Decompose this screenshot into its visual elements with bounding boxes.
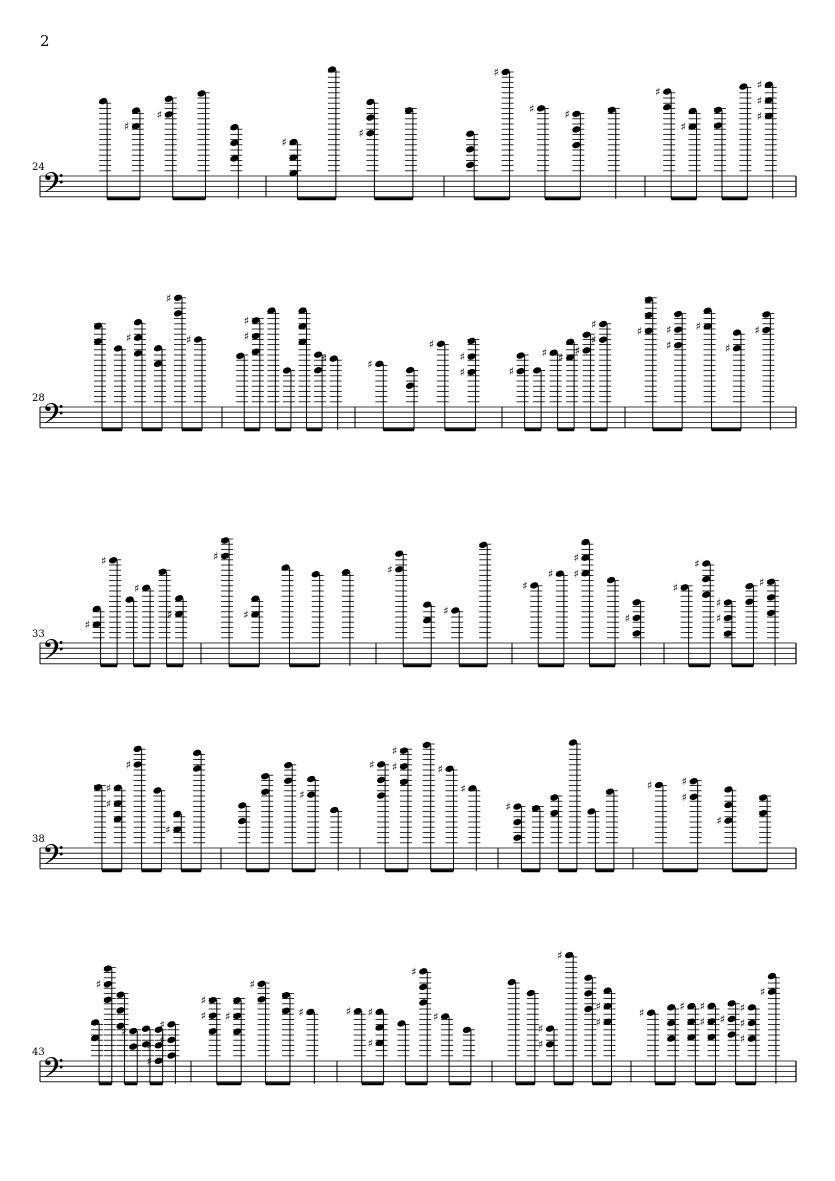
sharp-icon: ♯ [595,1000,601,1014]
sharp-icon: ♯ [166,291,172,305]
note-head [532,366,542,375]
note-head [723,801,733,810]
sharp-icon: ♯ [739,1001,746,1015]
note-head [166,1020,176,1029]
note-head [376,791,386,800]
sharp-icon: ♯ [508,365,514,379]
note-head [418,967,428,976]
sharp-icon: ♯ [557,949,563,963]
note-head [237,817,247,826]
sharp-icon: ♯ [387,563,393,577]
sharp-icon: ♯ [391,760,398,774]
note-head [164,95,174,104]
sharp-icon: ♯ [739,1032,746,1046]
note-head [526,989,536,998]
note-head [192,764,202,773]
bass-clef-icon: 𝄢 [42,398,64,438]
note-head [394,565,404,574]
note-head [723,598,733,607]
note-head [723,785,733,794]
note-head [766,593,776,602]
sharp-icon: ♯ [541,346,547,360]
sharp-icon: ♯ [681,775,687,789]
note-head [701,575,711,584]
sharp-icon: ♯ [679,1000,685,1014]
note-head [747,1034,757,1043]
sharp-icon: ♯ [95,978,102,992]
sharp-icon: ♯ [367,1005,373,1019]
note-head [197,89,207,98]
note-head [208,996,218,1005]
note-head [673,341,683,350]
note-head [564,951,574,960]
note-head [512,802,522,811]
note-head [374,360,384,369]
note-head [376,776,386,785]
sharp-icon: ♯ [538,1022,544,1036]
note-head [133,745,143,754]
note-head [166,1051,176,1060]
sharp-icon: ♯ [367,1036,373,1050]
note-head [654,781,664,790]
sharp-icon: ♯ [459,366,465,380]
sharp-icon: ♯ [281,135,287,149]
note-head [727,999,737,1008]
note-head [193,335,203,344]
note-head [93,783,103,792]
sharp-icon: ♯ [321,352,327,366]
note-head [761,326,771,335]
note-head [103,996,113,1005]
note-head [116,990,126,999]
sharp-icon: ♯ [369,758,375,772]
sharp-icon: ♯ [243,314,250,328]
note-head [399,746,409,755]
note-head [632,598,642,607]
note-head [723,614,733,623]
note-head [418,983,428,992]
sharp-icon: ♯ [694,557,700,571]
note-head [767,972,777,981]
sharp-icon: ♯ [716,814,722,828]
note-head [365,113,375,122]
note-head [232,1027,242,1036]
sharp-icon: ♯ [756,109,763,123]
note-head [98,97,108,106]
note-head [220,552,230,561]
note-head [738,82,748,91]
note-head [632,614,642,623]
sharp-icon: ♯ [437,762,443,776]
sharp-icon: ♯ [666,339,672,353]
note-head [598,335,608,344]
note-head [283,776,293,785]
sharp-icon: ♯ [558,351,564,365]
bass-clef-icon: 𝄢 [42,1052,64,1092]
measure-number: 28 [32,393,45,404]
note-head [422,600,432,609]
note-head [436,340,446,349]
note-head [758,809,768,818]
note-head [282,366,292,375]
note-head [103,980,113,989]
note-head [555,569,565,578]
note-head [582,346,592,355]
note-head [232,1012,242,1021]
staff-system [32,949,796,1092]
note-head [329,806,339,815]
sharp-icon: ♯ [574,344,580,358]
sharp-icon: ♯ [101,554,107,568]
note-head [583,1005,593,1014]
sharp-icon: ♯ [121,1024,127,1038]
note-head [467,784,477,793]
measure-number: 38 [32,834,45,845]
note-head [747,1003,757,1012]
note-head [689,793,699,802]
note-head [680,583,690,592]
note-head [376,760,386,769]
bass-clef-icon: 𝄢 [42,634,64,674]
sharp-icon: ♯ [249,977,255,991]
sharp-icon: ♯ [655,85,661,99]
note-head [536,104,546,113]
note-head [445,765,455,774]
sharp-icon: ♯ [547,567,554,581]
note-head [108,556,118,565]
note-head [133,333,143,342]
sharp-icon: ♯ [459,350,465,364]
note-head [128,1027,138,1036]
note-head [605,787,615,796]
measure-number: 43 [32,1047,45,1058]
staff-system [32,292,796,438]
note-head [478,541,488,550]
note-head [767,987,777,996]
note-head [465,161,475,170]
note-head [662,103,672,112]
note-head [365,98,375,107]
note-head [103,964,113,973]
sharp-icon: ♯ [345,1005,352,1019]
note-head [512,833,522,842]
staff-system [32,738,796,879]
sharp-icon: ♯ [367,357,373,371]
note-head [327,65,337,74]
sharp-icon: ♯ [146,1039,152,1053]
note-head [311,570,321,579]
note-head [365,129,375,138]
sharp-icon: ♯ [591,333,597,347]
note-head [467,337,477,346]
note-head [583,989,593,998]
sharp-icon: ♯ [759,575,765,589]
sharp-icon: ♯ [699,999,705,1013]
sharp-icon: ♯ [739,1016,746,1030]
note-head [232,996,242,1005]
sharp-icon: ♯ [443,604,449,618]
sharp-icon: ♯ [699,1015,705,1029]
sharp-icon: ♯ [595,1015,601,1029]
note-head [723,816,733,825]
sharp-icon: ♯ [724,342,731,356]
sharp-icon: ♯ [756,94,763,108]
sharp-icon: ♯ [754,324,760,338]
note-head [568,738,578,747]
sharp-icon: ♯ [591,318,597,332]
sharp-icon: ♯ [522,579,528,593]
sharp-icon: ♯ [213,549,219,563]
note-head [571,125,581,134]
note-head [90,1018,100,1027]
sharp-icon: ♯ [759,985,766,999]
note-head [396,1019,406,1028]
note-head [512,818,522,827]
measure-number: 33 [32,629,45,640]
note-head [662,87,672,96]
sharp-icon: ♯ [428,337,435,351]
note-head [673,310,683,319]
note-head [173,309,183,318]
sharp-icon: ♯ [298,1005,304,1019]
note-head [125,595,135,604]
note-head [281,991,291,1000]
note-head [545,1024,555,1033]
sharp-icon: ♯ [200,1009,207,1023]
note-head [766,578,776,587]
note-head [133,349,143,358]
sharp-icon: ♯ [719,1012,725,1026]
note-head [713,106,723,115]
page-number: 2 [40,32,50,50]
note-head [465,145,475,154]
note-head [128,1042,138,1051]
note-head [235,352,245,361]
note-head [229,123,239,132]
sharp-icon: ♯ [159,1018,165,1032]
note-head [598,320,608,329]
sharp-icon: ♯ [756,78,763,92]
note-head [723,629,733,638]
note-head [113,344,123,353]
sharp-icon: ♯ [538,1038,544,1052]
note-head [164,110,174,119]
note-head [465,129,475,138]
note-head [405,366,415,375]
bass-clef-icon: 𝄢 [42,167,64,207]
sharp-icon: ♯ [134,581,140,595]
sharp-icon: ♯ [391,744,398,758]
note-head [549,809,559,818]
note-head [646,1008,656,1017]
note-head [516,351,526,360]
note-head [192,749,202,758]
note-head [571,110,581,119]
note-head [173,293,183,302]
note-head [571,141,581,150]
sharp-icon: ♯ [167,607,173,621]
note-head [422,741,432,750]
sharp-icon: ♯ [680,120,686,134]
sharp-icon: ♯ [243,330,250,344]
sharp-icon: ♯ [624,611,630,625]
sharp-icon: ♯ [672,581,678,595]
note-head [166,1036,176,1045]
note-head [306,790,316,799]
note-head [394,549,404,558]
sharp-icon: ♯ [165,823,171,837]
sharp-icon: ♯ [681,790,687,804]
sharp-icon: ♯ [411,965,417,979]
note-head [399,762,409,771]
note-head [583,973,593,982]
note-head [673,325,683,334]
note-head [257,980,267,989]
note-head [399,778,409,787]
note-head [467,368,477,377]
sharp-icon: ♯ [715,596,722,610]
note-head [141,1024,151,1033]
sharp-icon: ♯ [493,65,499,79]
sharp-icon: ♯ [460,782,466,796]
note-head [713,121,723,130]
sharp-icon: ♯ [528,102,535,116]
sharp-icon: ♯ [564,107,570,121]
sharp-icon: ♯ [695,320,701,334]
note-head [154,1057,164,1066]
note-head [607,106,617,115]
sharp-icon: ♯ [105,797,112,811]
note-head [549,793,559,802]
sharp-icon: ♯ [84,618,90,632]
note-head [632,629,642,638]
note-head [666,1003,676,1012]
note-head [329,354,339,363]
note-head [666,1034,676,1043]
sharp-icon: ♯ [666,323,672,337]
note-head [158,568,168,577]
sharp-icon: ♯ [358,127,364,141]
note-head [152,786,162,795]
note-head [586,807,596,816]
note-head [761,310,771,319]
note-head [450,606,460,615]
note-head [732,344,742,353]
note-head [529,581,539,590]
note-head [744,582,754,591]
note-head [516,367,526,376]
note-head [133,318,143,327]
note-head [689,777,699,786]
note-head [744,597,754,606]
note-head [758,793,768,802]
sharp-icon: ♯ [225,1009,231,1023]
note-head [220,536,230,545]
note-head [545,1040,555,1049]
note-head [666,1019,676,1028]
note-head [606,576,616,585]
note-head [116,1006,126,1015]
note-head [701,590,711,599]
sharp-icon: ♯ [186,333,192,347]
bass-clef-icon: 𝄢 [42,839,64,879]
note-head [701,559,711,568]
sharp-icon: ♯ [123,120,130,134]
note-head [418,998,428,1007]
note-head [747,1019,757,1028]
note-head [501,68,511,77]
sharp-icon: ♯ [105,781,112,795]
note-head [549,348,559,357]
sharp-icon: ♯ [146,1054,152,1068]
sharp-icon: ♯ [200,994,207,1008]
note-head [133,760,143,769]
note-head [727,1015,737,1024]
note-head [766,609,776,618]
sharp-icon: ♯ [126,331,132,345]
staff-system [32,536,796,674]
sharp-icon: ♯ [505,800,511,814]
note-head [208,1011,218,1020]
note-head [237,801,247,810]
note-head [467,352,477,361]
note-head [582,330,592,339]
sharp-icon: ♯ [159,1033,165,1047]
sharp-icon: ♯ [299,788,305,802]
sharp-icon: ♯ [156,108,163,122]
note-head [580,538,590,547]
sharp-icon: ♯ [573,567,579,581]
note-head [462,1026,472,1035]
sharp-icon: ♯ [639,1006,645,1020]
measure-number: 24 [32,162,45,173]
note-head [732,328,742,337]
note-head [305,1008,315,1017]
sharp-icon: ♯ [243,608,249,622]
note-head [281,1007,291,1016]
sharp-icon: ♯ [433,1010,439,1024]
note-head [727,1030,737,1039]
note-head [283,761,293,770]
note-head [313,366,323,375]
note-head [260,772,270,781]
note-head [208,1027,218,1036]
sharp-icon: ♯ [125,758,131,772]
note-head [153,344,163,353]
sharp-icon: ♯ [715,612,722,626]
note-head [257,995,267,1004]
note-head [153,360,163,369]
note-head [375,1008,385,1017]
staff-system [32,65,796,207]
note-head [507,978,517,987]
sharp-icon: ♯ [636,324,643,338]
sharp-icon: ♯ [573,551,579,565]
note-head [260,788,270,797]
note-head [306,775,316,784]
note-head [405,381,415,390]
sharp-icon: ♯ [646,778,653,792]
